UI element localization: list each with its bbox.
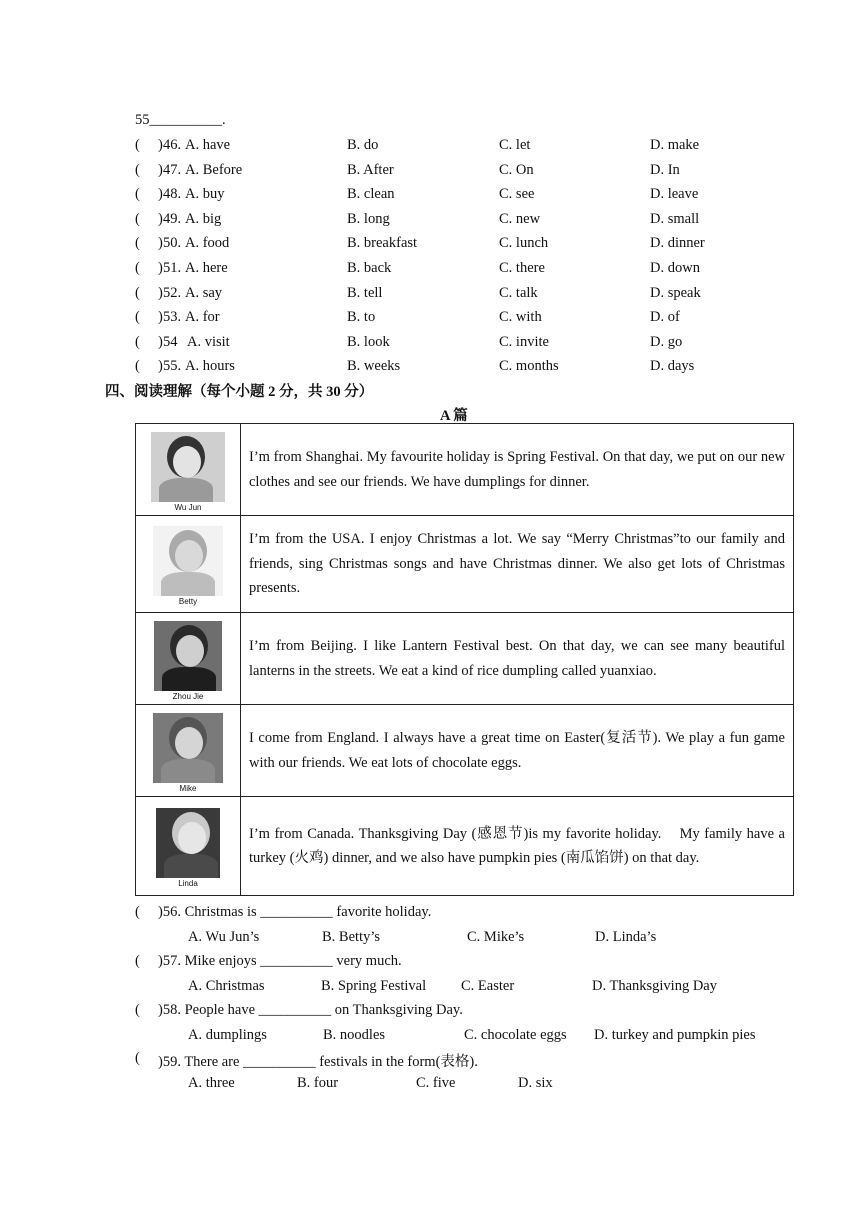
option-c: C. On [499, 161, 534, 178]
option-c: C. there [499, 260, 545, 276]
option-c: C. Easter [461, 978, 515, 994]
option-b: B. do [347, 137, 379, 153]
option-d: D. days [650, 358, 695, 375]
cloze-row [0, 334, 860, 358]
question-number: 49. [163, 210, 182, 227]
answer-paren-open: ( [135, 284, 140, 301]
option-a: A. hours [185, 358, 235, 375]
option-a: A. food [185, 235, 230, 252]
portrait-photo [156, 808, 220, 878]
answer-paren-close: ) [158, 137, 163, 153]
answer-paren-close: ) [158, 161, 163, 178]
answer-paren-open: ( [135, 904, 140, 920]
option-a: A. visit [187, 333, 230, 350]
question-number: 52. [163, 284, 182, 301]
photo-cell [136, 613, 241, 705]
photo-caption: Zhou Jie [172, 691, 204, 701]
answer-paren-close: ) [158, 260, 163, 276]
option-d: D. go [650, 333, 683, 350]
portrait-photo [153, 526, 223, 596]
question-stem: )56. Christmas is __________ favorite holiday. [158, 904, 432, 920]
cloze-row [0, 186, 860, 210]
option-a: A. Before [185, 161, 243, 178]
option-d: D. In [650, 161, 680, 178]
question-item [0, 904, 860, 926]
answer-paren-open: ( [135, 260, 140, 276]
option-b: B. look [347, 333, 390, 350]
photo-cell [136, 797, 241, 896]
option-c: C. with [499, 309, 542, 326]
option-d: D. leave [650, 186, 699, 203]
photo-caption: Wu Jun [174, 502, 202, 512]
option-d: D. six [518, 1075, 553, 1091]
option-c: C. lunch [499, 235, 549, 252]
option-d: D. make [650, 137, 700, 153]
cloze-row [0, 211, 860, 235]
option-b: B. to [347, 309, 376, 326]
option-a: A. here [185, 260, 228, 276]
option-b: B. tell [347, 284, 383, 301]
option-c: C. five [416, 1075, 456, 1091]
option-b: B. back [347, 260, 392, 276]
option-b: B. noodles [323, 1027, 386, 1043]
option-a: A. for [185, 309, 220, 326]
option-d: D. Linda’s [595, 929, 657, 945]
option-b: B. long [347, 210, 390, 227]
question-options [0, 929, 860, 951]
option-a: A. buy [185, 186, 225, 203]
answer-paren-close: ) [158, 333, 163, 350]
passage-text: I’m from Shanghai. My favourite holiday is Spring Festival. On that day, we put on our new clothes and see our friends. We have dumplings for dinner. [241, 424, 794, 516]
option-c: C. see [499, 186, 535, 203]
question-options [0, 978, 860, 1000]
question-number: 46. [163, 137, 182, 153]
reading-row [136, 705, 794, 797]
answer-paren-close: ) [158, 210, 163, 227]
question-number: 48. [163, 186, 182, 203]
cloze-row [0, 260, 860, 284]
option-d: D. Thanksgiving Day [592, 978, 717, 994]
option-a: A. Wu Jun’s [188, 929, 260, 945]
option-d: D. small [650, 210, 700, 227]
question-number: 47. [163, 161, 182, 178]
answer-paren-open: ( [135, 1050, 140, 1066]
option-b: B. clean [347, 186, 395, 203]
answer-paren-open: ( [135, 333, 140, 350]
option-c: C. Mike’s [467, 929, 525, 945]
option-d: D. speak [650, 284, 701, 301]
cloze-row [0, 235, 860, 259]
answer-paren-open: ( [135, 186, 140, 203]
photo-cell [136, 424, 241, 516]
photo-caption: Betty [178, 597, 198, 606]
option-d: D. turkey and pumpkin pies [594, 1027, 756, 1043]
option-c: C. invite [499, 333, 549, 350]
blank-55: 55__________. [135, 112, 226, 128]
question-item [0, 1002, 860, 1024]
option-b: B. Betty’s [322, 929, 381, 945]
option-d: D. dinner [650, 235, 705, 252]
reading-table [135, 423, 794, 896]
option-c: C. talk [499, 284, 538, 301]
question-stem: )57. Mike enjoys __________ very much. [158, 953, 402, 969]
answer-paren-close: ) [158, 284, 163, 301]
section-title: 四、阅读理解（每个小题 2 分，共 30 分） [105, 384, 374, 400]
cloze-row [0, 285, 860, 309]
passage-title: A 篇 [440, 408, 468, 424]
option-d: D. of [650, 309, 680, 326]
reading-row [136, 424, 794, 516]
option-b: B. weeks [347, 358, 401, 375]
question-options [0, 1075, 860, 1097]
option-c: C. let [499, 137, 531, 153]
option-a: A. three [188, 1075, 235, 1091]
reading-row [136, 613, 794, 705]
passage-text: I’m from the USA. I enjoy Christmas a lot. We say “Merry Christmas”to our family and friends, sing Christmas songs and have Christmas dinner. We also get lots of Christmas presents. [241, 516, 794, 613]
answer-paren-open: ( [135, 210, 140, 227]
reading-row [136, 797, 794, 896]
cloze-row [0, 358, 860, 382]
option-a: A. big [185, 210, 222, 227]
cloze-row [0, 309, 860, 333]
answer-paren-close: ) [158, 186, 163, 203]
answer-paren-open: ( [135, 161, 140, 178]
answer-paren-close: ) [158, 309, 163, 326]
answer-paren-open: ( [135, 309, 140, 326]
option-a: A. have [185, 137, 231, 153]
option-b: B. breakfast [347, 235, 418, 252]
option-c: C. new [499, 210, 541, 227]
photo-cell [136, 516, 241, 613]
answer-paren-open: ( [135, 953, 140, 969]
answer-paren-open: ( [135, 235, 140, 252]
answer-paren-close: ) [158, 358, 163, 375]
passage-text: I’m from Canada. Thanksgiving Day (感恩节)is my favorite holiday. My family have a turkey (火鸡) dinner, and we also have pumpkin pies (南瓜馅饼) on that day. [241, 797, 794, 896]
portrait-photo [151, 432, 225, 502]
option-b: B. Spring Festival [321, 978, 427, 994]
option-c: C. months [499, 358, 559, 375]
passage-text: I come from England. I always have a great time on Easter(复活节). We play a fun game with our friends. We eat lots of chocolate eggs. [241, 705, 794, 797]
photo-caption: Mike [179, 783, 197, 793]
reading-row [136, 516, 794, 613]
question-item [0, 1050, 860, 1072]
answer-paren-open: ( [135, 358, 140, 375]
option-d: D. down [650, 260, 700, 276]
option-c: C. chocolate eggs [464, 1027, 567, 1043]
photo-cell [136, 705, 241, 797]
option-b: B. After [347, 161, 394, 178]
answer-paren-open: ( [135, 137, 140, 153]
question-number: 53. [163, 309, 182, 326]
portrait-photo [154, 621, 222, 691]
question-stem: )59. There are __________ festivals in the form(表格). [158, 1054, 478, 1070]
option-a: A. say [185, 284, 223, 301]
question-stem: )58. People have __________ on Thanksgiving Day. [158, 1002, 463, 1018]
question-number: 51. [163, 260, 182, 276]
option-b: B. four [297, 1075, 339, 1091]
answer-paren-open: ( [135, 1002, 140, 1018]
question-number: 55. [163, 358, 182, 375]
cloze-row [0, 162, 860, 186]
question-number: 50. [163, 235, 182, 252]
question-options [0, 1027, 860, 1049]
question-item [0, 953, 860, 975]
photo-caption: Linda [178, 879, 198, 888]
cloze-row [0, 137, 860, 161]
option-a: A. dumplings [188, 1027, 267, 1043]
answer-paren-close: ) [158, 235, 163, 252]
option-a: A. Christmas [188, 978, 265, 994]
passage-text: I’m from Beijing. I like Lantern Festival best. On that day, we can see many beautiful lanterns in the streets. We eat a kind of rice dumpling called yuanxiao. [241, 613, 794, 705]
portrait-photo [153, 713, 223, 783]
question-number: 54 [163, 333, 178, 350]
